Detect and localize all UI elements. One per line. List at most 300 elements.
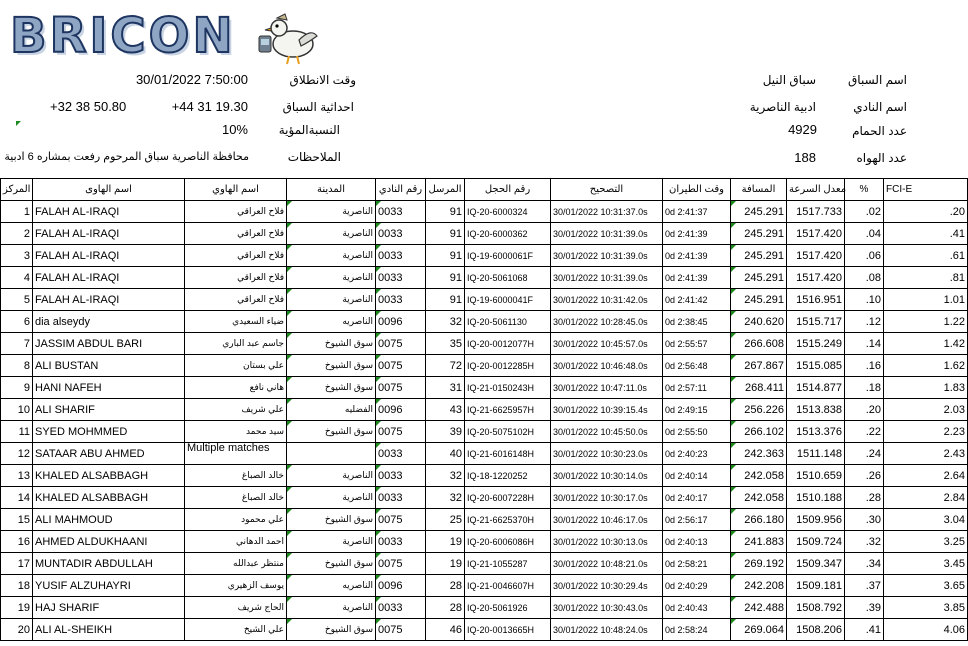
name-ar-cell: علي محمود bbox=[185, 509, 287, 531]
name-ar-cell: الحاج شريف bbox=[185, 597, 287, 619]
flight-time-cell: 0d 2:49:15 bbox=[663, 399, 731, 421]
rank-cell: 9 bbox=[1, 377, 33, 399]
flight-time-cell: 0d 2:40:14 bbox=[663, 465, 731, 487]
city-cell: سوق الشيوخ bbox=[287, 619, 376, 641]
club-cell: 0075 bbox=[376, 355, 426, 377]
sent-cell: 19 bbox=[426, 553, 465, 575]
correction-cell: 30/01/2022 10:31:37.0s bbox=[551, 201, 663, 223]
rank-cell: 18 bbox=[1, 575, 33, 597]
percent-cell: .02 bbox=[845, 201, 884, 223]
birds-label: عدد الحمام bbox=[852, 124, 907, 138]
name-ar-cell: علي شريف bbox=[185, 399, 287, 421]
distance-cell: 242.058 bbox=[731, 465, 787, 487]
ring-cell: IQ-20-0012077H bbox=[465, 333, 551, 355]
club-cell: 0075 bbox=[376, 377, 426, 399]
correction-cell: 30/01/2022 10:31:42.0s bbox=[551, 289, 663, 311]
city-cell: الناصرية bbox=[287, 487, 376, 509]
rank-cell: 10 bbox=[1, 399, 33, 421]
distance-cell: 269.192 bbox=[731, 553, 787, 575]
start-label: وقت الانطلاق bbox=[289, 73, 356, 87]
name-en-cell: YUSIF ALZUHAYRI bbox=[33, 575, 185, 597]
flight-time-cell: 0d 2:38:45 bbox=[663, 311, 731, 333]
sent-cell: 39 bbox=[426, 421, 465, 443]
distance-cell: 241.883 bbox=[731, 531, 787, 553]
col-fci: FCI-E bbox=[884, 179, 968, 201]
club-cell: 0033 bbox=[376, 201, 426, 223]
fci-cell: .61 bbox=[884, 245, 968, 267]
speed-cell: 1515.717 bbox=[787, 311, 845, 333]
fci-cell: 2.84 bbox=[884, 487, 968, 509]
flight-time-cell: 0d 2:41:39 bbox=[663, 267, 731, 289]
name-en-cell: SYED MOHMMED bbox=[33, 421, 185, 443]
club-cell: 0033 bbox=[376, 289, 426, 311]
club-cell: 0033 bbox=[376, 597, 426, 619]
correction-cell: 30/01/2022 10:46:17.0s bbox=[551, 509, 663, 531]
fci-cell: 3.65 bbox=[884, 575, 968, 597]
name-ar-cell: علي الشيخ bbox=[185, 619, 287, 641]
sent-cell: 91 bbox=[426, 245, 465, 267]
ring-cell: IQ-19-6000061F bbox=[465, 245, 551, 267]
correction-cell: 30/01/2022 10:48:21.0s bbox=[551, 553, 663, 575]
percent-value: 10% bbox=[221, 122, 248, 137]
percent-cell: .28 bbox=[845, 487, 884, 509]
distance-cell: 242.058 bbox=[731, 487, 787, 509]
rank-cell: 2 bbox=[1, 223, 33, 245]
speed-cell: 1509.956 bbox=[787, 509, 845, 531]
distance-cell: 268.411 bbox=[731, 377, 787, 399]
sent-cell: 91 bbox=[426, 267, 465, 289]
name-en-cell: HAJ SHARIF bbox=[33, 597, 185, 619]
ring-cell: IQ-21-0046607H bbox=[465, 575, 551, 597]
ring-cell: IQ-19-6000041F bbox=[465, 289, 551, 311]
col-flight-time: وقت الطيران bbox=[663, 179, 731, 201]
col-percent: % bbox=[845, 179, 884, 201]
birds-value: 4929 bbox=[788, 122, 817, 137]
rank-cell: 5 bbox=[1, 289, 33, 311]
rank-cell: 20 bbox=[1, 619, 33, 641]
flight-time-cell: 0d 2:41:39 bbox=[663, 223, 731, 245]
percent-cell: .41 bbox=[845, 619, 884, 641]
sent-cell: 32 bbox=[426, 465, 465, 487]
correction-cell: 30/01/2022 10:47:11.0s bbox=[551, 377, 663, 399]
table-row bbox=[1, 421, 968, 443]
fci-cell: 3.85 bbox=[884, 597, 968, 619]
fci-cell: 3.25 bbox=[884, 531, 968, 553]
ring-cell: IQ-21-6016148H bbox=[465, 443, 551, 465]
ring-cell: IQ-18-1220252 bbox=[465, 465, 551, 487]
col-ring: رقم الحجل bbox=[465, 179, 551, 201]
fci-cell: 1.62 bbox=[884, 355, 968, 377]
sent-cell: 28 bbox=[426, 575, 465, 597]
table-row bbox=[1, 201, 968, 223]
city-cell: سوق الشيوخ bbox=[287, 377, 376, 399]
note-marker bbox=[16, 121, 21, 126]
name-en-cell: JASSIM ABDUL BARI bbox=[33, 333, 185, 355]
flight-time-cell: 0d 2:40:43 bbox=[663, 597, 731, 619]
correction-cell: 30/01/2022 10:30:43.0s bbox=[551, 597, 663, 619]
fci-cell: 3.45 bbox=[884, 553, 968, 575]
race-name-label: اسم السباق bbox=[848, 73, 907, 87]
ring-cell: IQ-21-6625957H bbox=[465, 399, 551, 421]
percent-cell: .20 bbox=[845, 399, 884, 421]
speed-cell: 1509.181 bbox=[787, 575, 845, 597]
rank-cell: 14 bbox=[1, 487, 33, 509]
percent-cell: .10 bbox=[845, 289, 884, 311]
city-cell: الناصرية bbox=[287, 531, 376, 553]
name-ar-cell: منتظر عبدالله bbox=[185, 553, 287, 575]
fci-cell: 2.03 bbox=[884, 399, 968, 421]
rank-cell: 11 bbox=[1, 421, 33, 443]
speed-cell: 1508.206 bbox=[787, 619, 845, 641]
city-cell: سوق الشيوخ bbox=[287, 509, 376, 531]
distance-cell: 242.488 bbox=[731, 597, 787, 619]
club-cell: 0033 bbox=[376, 487, 426, 509]
name-ar-cell: احمد الدهاني bbox=[185, 531, 287, 553]
table-row bbox=[1, 267, 968, 289]
sent-cell: 46 bbox=[426, 619, 465, 641]
name-en-cell: FALAH AL-IRAQI bbox=[33, 223, 185, 245]
name-en-cell: HANI NAFEH bbox=[33, 377, 185, 399]
percent-cell: .39 bbox=[845, 597, 884, 619]
city-cell: الناصرية bbox=[287, 597, 376, 619]
city-cell: الناصرية bbox=[287, 289, 376, 311]
fci-cell: 1.83 bbox=[884, 377, 968, 399]
percent-cell: .30 bbox=[845, 509, 884, 531]
percent-cell: .24 bbox=[845, 443, 884, 465]
rank-cell: 16 bbox=[1, 531, 33, 553]
name-en-cell: MUNTADIR ABDULLAH bbox=[33, 553, 185, 575]
name-ar-cell: فلاح العراقي bbox=[185, 289, 287, 311]
flight-time-cell: 0d 2:40:29 bbox=[663, 575, 731, 597]
fci-cell: .20 bbox=[884, 201, 968, 223]
name-en-cell: FALAH AL-IRAQI bbox=[33, 267, 185, 289]
distance-cell: 240.620 bbox=[731, 311, 787, 333]
sent-cell: 40 bbox=[426, 443, 465, 465]
city-cell: سوق الشيوخ bbox=[287, 421, 376, 443]
fci-cell: 1.22 bbox=[884, 311, 968, 333]
correction-cell: 30/01/2022 10:30:29.4s bbox=[551, 575, 663, 597]
city-cell: سوق الشيوخ bbox=[287, 333, 376, 355]
name-en-cell: ALI SHARIF bbox=[33, 399, 185, 421]
distance-cell: 245.291 bbox=[731, 223, 787, 245]
flight-time-cell: 0d 2:40:23 bbox=[663, 443, 731, 465]
sent-cell: 43 bbox=[426, 399, 465, 421]
name-en-cell: AHMED ALDUKHAANI bbox=[33, 531, 185, 553]
speed-cell: 1516.951 bbox=[787, 289, 845, 311]
rank-cell: 7 bbox=[1, 333, 33, 355]
logo-text: BRICON bbox=[10, 8, 236, 64]
flight-time-cell: 0d 2:55:50 bbox=[663, 421, 731, 443]
name-ar-cell: هاني نافع bbox=[185, 377, 287, 399]
club-cell: 0075 bbox=[376, 553, 426, 575]
correction-cell: 30/01/2022 10:39:15.4s bbox=[551, 399, 663, 421]
speed-cell: 1513.376 bbox=[787, 421, 845, 443]
col-correction: التصحيح bbox=[551, 179, 663, 201]
name-ar-cell: سيد محمد bbox=[185, 421, 287, 443]
col-rank: المركز bbox=[1, 179, 33, 201]
speed-cell: 1509.347 bbox=[787, 553, 845, 575]
correction-cell: 30/01/2022 10:31:39.0s bbox=[551, 245, 663, 267]
table-row bbox=[1, 399, 968, 421]
sent-cell: 72 bbox=[426, 355, 465, 377]
flight-time-cell: 0d 2:56:48 bbox=[663, 355, 731, 377]
name-en-cell: SATAAR ABU AHMED bbox=[33, 443, 185, 465]
speed-cell: 1515.085 bbox=[787, 355, 845, 377]
distance-cell: 245.291 bbox=[731, 289, 787, 311]
flight-time-cell: 0d 2:40:17 bbox=[663, 487, 731, 509]
club-cell: 0096 bbox=[376, 311, 426, 333]
speed-cell: 1513.838 bbox=[787, 399, 845, 421]
percent-cell: .04 bbox=[845, 223, 884, 245]
speed-cell: 1517.420 bbox=[787, 223, 845, 245]
rank-cell: 19 bbox=[1, 597, 33, 619]
pigeon-icon bbox=[255, 6, 321, 66]
ring-cell: IQ-21-1055287 bbox=[465, 553, 551, 575]
correction-cell: 30/01/2022 10:30:17.0s bbox=[551, 487, 663, 509]
ring-cell: IQ-20-5061926 bbox=[465, 597, 551, 619]
correction-cell: 30/01/2022 10:30:13.0s bbox=[551, 531, 663, 553]
distance-cell: 269.064 bbox=[731, 619, 787, 641]
flight-time-cell: 0d 2:56:17 bbox=[663, 509, 731, 531]
rank-cell: 1 bbox=[1, 201, 33, 223]
flight-time-cell: 0d 2:41:39 bbox=[663, 245, 731, 267]
sent-cell: 91 bbox=[426, 289, 465, 311]
name-en-cell: ALI BUSTAN bbox=[33, 355, 185, 377]
table-row bbox=[1, 619, 968, 641]
name-ar-cell: يوسف الزهيري bbox=[185, 575, 287, 597]
club-cell: 0033 bbox=[376, 465, 426, 487]
name-en-cell: dia alseydy bbox=[33, 311, 185, 333]
percent-cell: .26 bbox=[845, 465, 884, 487]
rank-cell: 4 bbox=[1, 267, 33, 289]
city-cell: سوق الشيوخ bbox=[287, 355, 376, 377]
distance-cell: 256.226 bbox=[731, 399, 787, 421]
city-cell: سوق الشيوخ bbox=[287, 553, 376, 575]
city-cell: الناصريه bbox=[287, 311, 376, 333]
col-name-ar: اسم الهاوي bbox=[185, 179, 287, 201]
speed-cell: 1511.148 bbox=[787, 443, 845, 465]
correction-cell: 30/01/2022 10:45:50.0s bbox=[551, 421, 663, 443]
city-cell: الناصرية bbox=[287, 223, 376, 245]
fci-cell: 2.64 bbox=[884, 465, 968, 487]
col-distance: المسافة bbox=[731, 179, 787, 201]
distance-cell: 267.867 bbox=[731, 355, 787, 377]
rank-cell: 13 bbox=[1, 465, 33, 487]
speed-cell: 1510.659 bbox=[787, 465, 845, 487]
table-row bbox=[1, 575, 968, 597]
club-cell: 0096 bbox=[376, 399, 426, 421]
flight-time-cell: 0d 2:41:37 bbox=[663, 201, 731, 223]
correction-cell: 30/01/2022 10:28:45.0s bbox=[551, 311, 663, 333]
rank-cell: 8 bbox=[1, 355, 33, 377]
table-row bbox=[1, 377, 968, 399]
sent-cell: 35 bbox=[426, 333, 465, 355]
notes-label: الملاحظات bbox=[287, 150, 341, 164]
percent-label: النسبةالمؤية bbox=[278, 123, 340, 137]
table-row bbox=[1, 333, 968, 355]
name-en-cell: ALI AL-SHEIKH bbox=[33, 619, 185, 641]
table-row bbox=[1, 223, 968, 245]
sent-cell: 31 bbox=[426, 377, 465, 399]
speed-cell: 1510.188 bbox=[787, 487, 845, 509]
table-row bbox=[1, 311, 968, 333]
correction-cell: 30/01/2022 10:30:23.0s bbox=[551, 443, 663, 465]
city-cell: الناصرية bbox=[287, 267, 376, 289]
fci-cell: .81 bbox=[884, 267, 968, 289]
name-en-cell: KHALED ALSABBAGH bbox=[33, 487, 185, 509]
percent-cell: .22 bbox=[845, 421, 884, 443]
city-cell: الناصرية bbox=[287, 201, 376, 223]
ring-cell: IQ-20-0013665H bbox=[465, 619, 551, 641]
distance-cell: 266.102 bbox=[731, 421, 787, 443]
rank-cell: 12 bbox=[1, 443, 33, 465]
table-row bbox=[1, 509, 968, 531]
correction-cell: 30/01/2022 10:45:57.0s bbox=[551, 333, 663, 355]
distance-cell: 266.180 bbox=[731, 509, 787, 531]
club-cell: 0075 bbox=[376, 509, 426, 531]
table-row bbox=[1, 553, 968, 575]
name-ar-cell: فلاح العراقي bbox=[185, 245, 287, 267]
ring-cell: IQ-20-0012285H bbox=[465, 355, 551, 377]
speed-cell: 1515.249 bbox=[787, 333, 845, 355]
ring-cell: IQ-21-0150243H bbox=[465, 377, 551, 399]
col-speed: معدل السرعة bbox=[787, 179, 845, 201]
col-city: المدينة bbox=[287, 179, 376, 201]
name-ar-cell: خالد الصباغ bbox=[185, 465, 287, 487]
name-en-cell: FALAH AL-IRAQI bbox=[33, 245, 185, 267]
speed-cell: 1517.420 bbox=[787, 267, 845, 289]
city-cell: الناصرية bbox=[287, 465, 376, 487]
table-row bbox=[1, 245, 968, 267]
name-ar-cell: خالد الصباغ bbox=[185, 487, 287, 509]
distance-cell: 245.291 bbox=[731, 267, 787, 289]
ring-cell: IQ-20-6000362 bbox=[465, 223, 551, 245]
fci-cell: 3.04 bbox=[884, 509, 968, 531]
name-en-cell: ALI MAHMOUD bbox=[33, 509, 185, 531]
correction-cell: 30/01/2022 10:31:39.0s bbox=[551, 223, 663, 245]
ring-cell: IQ-20-5061130 bbox=[465, 311, 551, 333]
city-cell: الناصريه bbox=[287, 575, 376, 597]
fci-cell: 4.06 bbox=[884, 619, 968, 641]
flight-time-cell: 0d 2:55:57 bbox=[663, 333, 731, 355]
flight-time-cell: 0d 2:58:21 bbox=[663, 553, 731, 575]
speed-cell: 1508.792 bbox=[787, 597, 845, 619]
fanciers-label: عدد الهواه bbox=[856, 151, 907, 165]
name-ar-cell: علي بستان bbox=[185, 355, 287, 377]
club-cell: 0075 bbox=[376, 421, 426, 443]
percent-cell: .18 bbox=[845, 377, 884, 399]
club-cell: 0033 bbox=[376, 223, 426, 245]
header-row bbox=[1, 179, 968, 201]
rank-cell: 15 bbox=[1, 509, 33, 531]
col-sent: المرسل bbox=[426, 179, 465, 201]
name-en-cell: FALAH AL-IRAQI bbox=[33, 201, 185, 223]
city-cell: الفضليه bbox=[287, 399, 376, 421]
fci-cell: .41 bbox=[884, 223, 968, 245]
name-ar-cell: جاسم عبد الباري bbox=[185, 333, 287, 355]
distance-cell: 245.291 bbox=[731, 245, 787, 267]
percent-cell: .34 bbox=[845, 553, 884, 575]
table-row bbox=[1, 289, 968, 311]
fci-cell: 1.01 bbox=[884, 289, 968, 311]
results-body bbox=[1, 201, 968, 641]
sent-cell: 32 bbox=[426, 487, 465, 509]
ring-cell: IQ-21-6625370H bbox=[465, 509, 551, 531]
coord-lon-value: +32 38 50.80 bbox=[50, 99, 127, 114]
percent-cell: .12 bbox=[845, 311, 884, 333]
percent-cell: .14 bbox=[845, 333, 884, 355]
ring-cell: IQ-20-5075102H bbox=[465, 421, 551, 443]
coord-lat-value: +44 31 19.30 bbox=[171, 99, 248, 114]
table-row bbox=[1, 355, 968, 377]
speed-cell: 1517.420 bbox=[787, 245, 845, 267]
col-name-en: اسم الهاوى bbox=[33, 179, 185, 201]
speed-cell: 1509.724 bbox=[787, 531, 845, 553]
percent-cell: .32 bbox=[845, 531, 884, 553]
name-ar-cell: ضياء السعيدي bbox=[185, 311, 287, 333]
sent-cell: 91 bbox=[426, 223, 465, 245]
sent-cell: 25 bbox=[426, 509, 465, 531]
club-cell: 0033 bbox=[376, 267, 426, 289]
club-cell: 0033 bbox=[376, 245, 426, 267]
correction-cell: 30/01/2022 10:30:14.0s bbox=[551, 465, 663, 487]
fanciers-value: 188 bbox=[794, 150, 816, 165]
correction-cell: 30/01/2022 10:48:24.0s bbox=[551, 619, 663, 641]
table-row bbox=[1, 531, 968, 553]
ring-cell: IQ-20-6000324 bbox=[465, 201, 551, 223]
correction-cell: 30/01/2022 10:31:39.0s bbox=[551, 267, 663, 289]
flight-time-cell: 0d 2:57:11 bbox=[663, 377, 731, 399]
fci-cell: 2.43 bbox=[884, 443, 968, 465]
speed-cell: 1514.877 bbox=[787, 377, 845, 399]
city-cell bbox=[287, 443, 376, 465]
flight-time-cell: 0d 2:58:24 bbox=[663, 619, 731, 641]
club-cell: 0096 bbox=[376, 575, 426, 597]
city-cell: الناصرية bbox=[287, 245, 376, 267]
name-ar-cell: فلاح العراقي bbox=[185, 201, 287, 223]
club-name-label: اسم النادي bbox=[853, 100, 907, 114]
percent-cell: .16 bbox=[845, 355, 884, 377]
start-time-value: 30/01/2022 7:50:00 bbox=[135, 72, 248, 87]
sent-cell: 32 bbox=[426, 311, 465, 333]
ring-cell: IQ-20-6006086H bbox=[465, 531, 551, 553]
rank-cell: 17 bbox=[1, 553, 33, 575]
speed-cell: 1517.733 bbox=[787, 201, 845, 223]
rank-cell: 6 bbox=[1, 311, 33, 333]
name-en-cell: KHALED ALSABBAGH bbox=[33, 465, 185, 487]
ring-cell: IQ-20-6007228H bbox=[465, 487, 551, 509]
name-ar-cell: Multiple matches bbox=[185, 443, 287, 465]
rank-cell: 3 bbox=[1, 245, 33, 267]
percent-cell: .06 bbox=[845, 245, 884, 267]
distance-cell: 242.363 bbox=[731, 443, 787, 465]
fci-cell: 2.23 bbox=[884, 421, 968, 443]
sent-cell: 19 bbox=[426, 531, 465, 553]
table-row bbox=[1, 487, 968, 509]
sent-cell: 91 bbox=[426, 201, 465, 223]
results-table bbox=[0, 178, 968, 641]
percent-cell: .08 bbox=[845, 267, 884, 289]
club-cell: 0075 bbox=[376, 619, 426, 641]
sent-cell: 28 bbox=[426, 597, 465, 619]
fci-cell: 1.42 bbox=[884, 333, 968, 355]
correction-cell: 30/01/2022 10:46:48.0s bbox=[551, 355, 663, 377]
name-ar-cell: فلاح العراقي bbox=[185, 223, 287, 245]
flight-time-cell: 0d 2:41:42 bbox=[663, 289, 731, 311]
table-row bbox=[1, 465, 968, 487]
club-name-value: ادبية الناصرية bbox=[749, 100, 816, 114]
club-cell: 0033 bbox=[376, 443, 426, 465]
